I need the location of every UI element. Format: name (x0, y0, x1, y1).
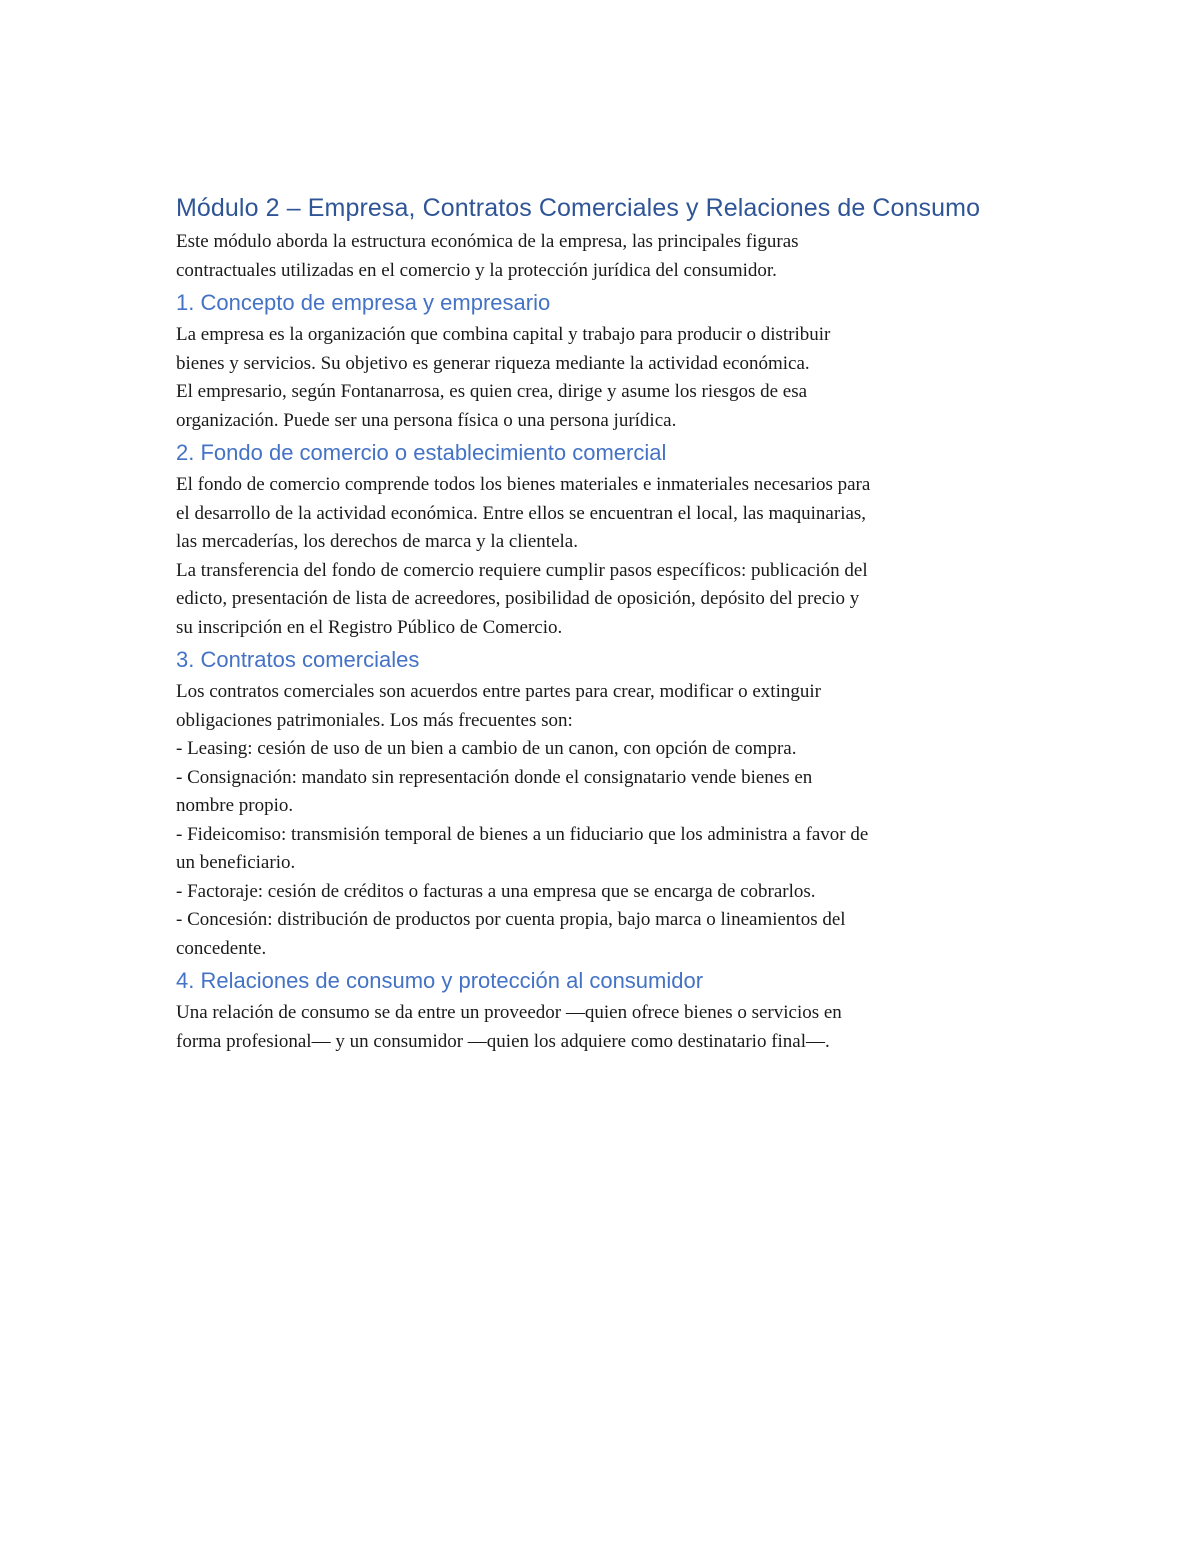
body-line: La empresa es la organización que combina capital y trabajo para producir o distribuir (176, 324, 831, 345)
section-body-concepto-empresa (176, 321, 1036, 435)
section-body-fondo-comercio (176, 471, 1036, 642)
list-item-fideicomiso: - Fideicomiso: transmisión temporal de bienes a un fiduciario que los administra a favor de (176, 823, 869, 845)
body-line: obligaciones patrimoniales. Los más frecuentes son: (176, 709, 573, 731)
section-body-contratos-comerciales (176, 678, 1036, 963)
section-heading-contratos-comerciales: 3. Contratos comerciales (176, 647, 420, 672)
body-line: El empresario, según Fontanarrosa, es quien crea, dirige y asume los riesgos de esa (176, 381, 808, 402)
section-heading-concepto-empresa: 1. Concepto de empresa y empresario (176, 290, 551, 315)
body-line: El fondo de comercio comprende todos los bienes materiales e inmateriales necesarios para (176, 474, 871, 495)
body-line: forma profesional— y un consumidor —quien los adquiere como destinatario final—. (176, 1030, 830, 1052)
section-heading-fondo-comercio: 2. Fondo de comercio o establecimiento comercial (176, 440, 667, 465)
list-item-factoraje: - Factoraje: cesión de créditos o facturas a una empresa que se encarga de cobrarlos. (176, 880, 816, 902)
intro-line: Este módulo aborda la estructura económica de la empresa, las principales figuras (176, 231, 799, 252)
body-line: el desarrollo de la actividad económica. Entre ellos se encuentran el local, las maquinarias, (176, 502, 867, 524)
body-line: Los contratos comerciales son acuerdos entre partes para crear, modificar o extinguir (176, 681, 821, 702)
list-item-fideicomiso-cont: un beneficiario. (176, 852, 296, 873)
body-line: las mercaderías, los derechos de marca y la clientela. (176, 531, 578, 552)
document-title: Módulo 2 – Empresa, Contratos Comerciales y Relaciones de Consumo (176, 194, 981, 222)
list-item-consignacion-cont: nombre propio. (176, 795, 294, 816)
body-line: organización. Puede ser una persona física o una persona jurídica. (176, 409, 677, 431)
section-heading-relaciones-consumo: 4. Relaciones de consumo y protección al consumidor (176, 968, 704, 993)
section-body-relaciones-consumo (176, 999, 1036, 1056)
list-item-concesion-cont: concedente. (176, 937, 267, 959)
list-item-leasing: - Leasing: cesión de uso de un bien a cambio de un canon, con opción de compra. (176, 738, 797, 759)
list-item-consignacion: - Consignación: mandato sin representación donde el consignatario vende bienes en (176, 766, 813, 788)
intro-line: contractuales utilizadas en el comercio y la protección jurídica del consumidor. (176, 259, 777, 281)
body-line: edicto, presentación de lista de acreedores, posibilidad de oposición, depósito del precio y (176, 588, 860, 609)
intro-paragraph (176, 228, 1036, 285)
body-line: La transferencia del fondo de comercio requiere cumplir pasos específicos: publicación del (176, 559, 868, 581)
document-page (176, 188, 1036, 1056)
body-line: bienes y servicios. Su objetivo es generar riqueza mediante la actividad económica. (176, 352, 810, 374)
body-line: Una relación de consumo se da entre un proveedor —quien ofrece bienes o servicios en (176, 1002, 842, 1023)
list-item-concesion: - Concesión: distribución de productos por cuenta propia, bajo marca o lineamientos del (176, 909, 846, 930)
body-line: su inscripción en el Registro Público de Comercio. (176, 616, 563, 638)
